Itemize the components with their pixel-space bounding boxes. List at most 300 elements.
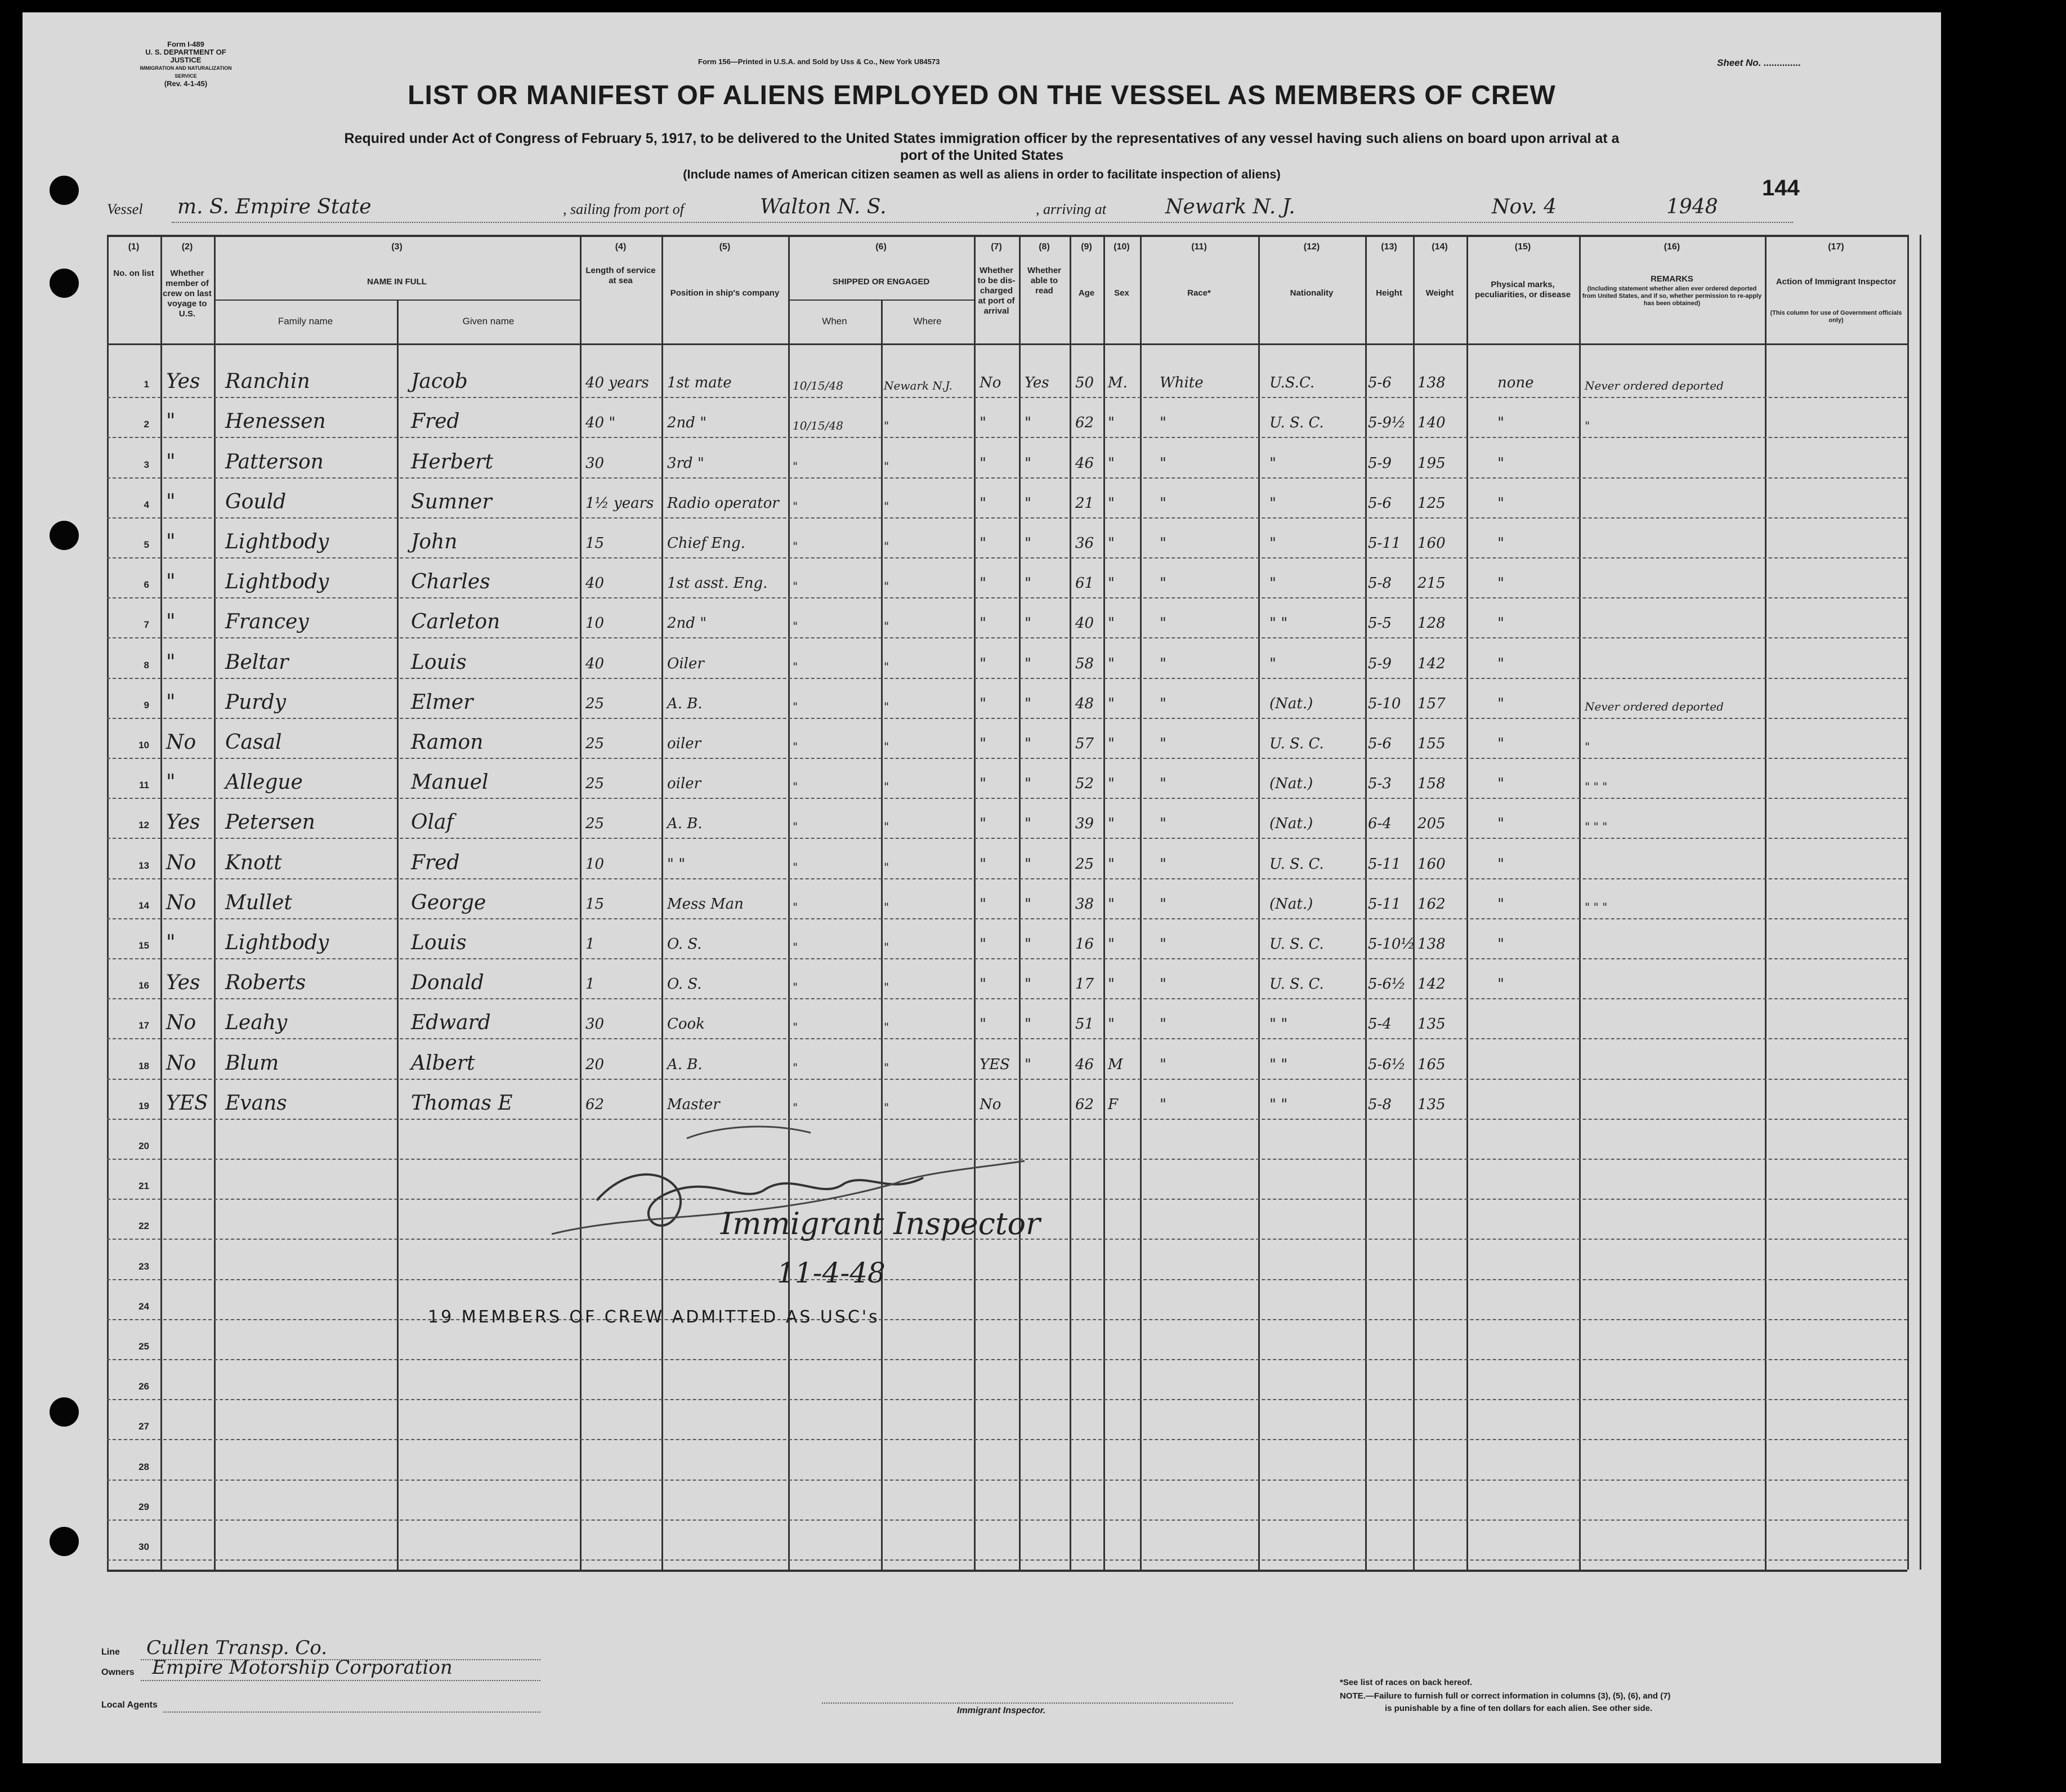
column-header: Nationality	[1290, 288, 1334, 298]
cell-disch: "	[980, 615, 986, 632]
cell-where: "	[884, 780, 889, 794]
cell-position: oiler	[667, 775, 701, 793]
row-rule	[107, 1439, 1907, 1440]
row-rule	[107, 1038, 1907, 1039]
cell-sex: "	[1108, 535, 1115, 552]
cell-nat: "	[1269, 655, 1276, 672]
row-number: 20	[138, 1141, 149, 1151]
subheader-given: Given name	[462, 316, 515, 327]
cell-prev: No	[166, 731, 196, 754]
column-header: Action of Immigrant Inspector	[1776, 277, 1897, 287]
cell-sex: "	[1108, 895, 1115, 913]
cell-position: Radio operator	[667, 494, 779, 512]
row-rule	[107, 718, 1907, 719]
column-divider	[1920, 235, 1921, 1570]
cell-service: 20	[585, 1056, 605, 1073]
cell-disch: "	[980, 1016, 986, 1033]
cell-position: O. S.	[667, 936, 702, 953]
cell-position: Chief Eng.	[667, 535, 745, 552]
cell-service: 40 years	[585, 374, 649, 392]
cell-where: "	[884, 980, 889, 994]
cell-service: 25	[585, 735, 605, 752]
cell-nat: " "	[1269, 1096, 1288, 1113]
cell-weight: 142	[1417, 976, 1446, 993]
cell-race: "	[1160, 815, 1166, 833]
cell-marks: "	[1497, 815, 1504, 833]
row-number: 13	[138, 860, 149, 871]
cell-height: 5-5	[1368, 615, 1392, 632]
cell-age: 17	[1075, 976, 1094, 993]
cell-read: "	[1025, 1016, 1031, 1033]
column-header: NAME IN FULL	[367, 277, 427, 287]
column-number: (1)	[128, 242, 140, 252]
cell-position: " "	[667, 855, 686, 873]
cell-height: 5-9	[1368, 655, 1392, 672]
cell-height: 5-6	[1368, 494, 1392, 512]
column-number: (10)	[1114, 242, 1130, 252]
row-rule	[107, 477, 1907, 479]
cell-race: "	[1160, 575, 1166, 592]
row-rule	[107, 597, 1907, 598]
row-number: 4	[144, 499, 149, 510]
cell-race: "	[1160, 735, 1166, 752]
cell-nat: U. S. C.	[1269, 936, 1324, 953]
cell-when: "	[793, 1020, 798, 1034]
cell-when: "	[793, 940, 798, 954]
sheet-number-label: Sheet No. ..............	[1717, 57, 1801, 68]
cell-sex: M.	[1108, 374, 1128, 392]
cell-marks: "	[1497, 775, 1504, 793]
cell-age: 52	[1075, 775, 1094, 793]
cell-disch: "	[980, 494, 986, 512]
cell-prev: "	[166, 610, 176, 634]
cell-prev: "	[166, 931, 176, 954]
column-header: SHIPPED OR ENGAGED	[832, 277, 930, 287]
row-number: 28	[138, 1461, 149, 1472]
cell-when: 10/15/48	[793, 379, 843, 393]
cell-position: 1st mate	[667, 374, 732, 392]
signature-date: 11-4-48	[777, 1257, 886, 1289]
cell-when: "	[793, 860, 798, 874]
cell-where: "	[884, 419, 889, 433]
row-number: 9	[144, 699, 149, 710]
cell-nat: U. S. C.	[1269, 735, 1324, 752]
cell-age: 46	[1075, 454, 1094, 472]
column-number: (17)	[1828, 242, 1844, 252]
cell-weight: 140	[1417, 414, 1446, 432]
cell-sex: "	[1108, 775, 1115, 793]
cell-service: 40 "	[585, 414, 616, 432]
cell-service: 1½ years	[585, 494, 654, 512]
cell-where: "	[884, 699, 889, 713]
cell-age: 36	[1075, 535, 1094, 552]
cell-height: 5-10	[1368, 695, 1401, 712]
page-title: LIST OR MANIFEST OF ALIENS EMPLOYED ON THE VESSEL AS MEMBERS OF CREW	[408, 81, 1556, 110]
cell-marks: "	[1497, 855, 1504, 873]
cell-position: 1st asst. Eng.	[667, 575, 768, 592]
cell-service: 40	[585, 655, 605, 672]
cell-family: Gould	[225, 490, 287, 513]
row-number: 30	[138, 1541, 149, 1552]
inspector-label: Immigrant Inspector.	[957, 1706, 1046, 1715]
cell-service: 10	[585, 855, 605, 873]
column-header: Age	[1078, 288, 1095, 298]
cell-prev: "	[166, 450, 176, 473]
cell-disch: "	[980, 695, 986, 712]
inspector-rule	[822, 1702, 1233, 1704]
cell-sex: "	[1108, 735, 1115, 752]
cell-given: Ramon	[411, 731, 484, 754]
cell-age: 57	[1075, 735, 1094, 752]
cell-marks: "	[1497, 655, 1504, 672]
column-header: Whether to be dis-charged at port of arrival	[977, 266, 1016, 316]
column-divider	[214, 235, 216, 1570]
cell-where: "	[884, 459, 889, 473]
row-rule	[107, 1480, 1907, 1481]
cell-service: 25	[585, 815, 605, 833]
cell-sex: M	[1108, 1056, 1123, 1073]
row-rule	[107, 758, 1907, 759]
column-number: (2)	[181, 242, 193, 252]
cell-sex: "	[1108, 855, 1115, 873]
cell-position: 2nd "	[667, 615, 707, 632]
table-bottom-border	[107, 1570, 1907, 1572]
column-header: Whether able to read	[1027, 266, 1061, 296]
column-divider	[661, 235, 663, 1570]
cell-age: 39	[1075, 815, 1094, 833]
vessel-name: m. S. Empire State	[177, 195, 372, 218]
printer-line: Form 156—Printed in U.S.A. and Sold by Uss & Co., New York U84573	[698, 57, 940, 66]
cell-nat: "	[1269, 494, 1276, 512]
cell-weight: 160	[1417, 535, 1446, 552]
cell-where: "	[884, 1060, 889, 1074]
cell-prev: No	[166, 1011, 196, 1035]
shipped-subheader-rule	[788, 300, 974, 301]
row-rule	[107, 637, 1907, 638]
cell-prev: "	[166, 690, 176, 714]
cell-when: "	[793, 980, 798, 994]
fine-note-2: is punishable by a fine of ten dollars for each alien. See other side.	[1385, 1704, 1653, 1713]
cell-weight: 162	[1417, 895, 1446, 913]
subheader-when: When	[822, 316, 847, 327]
cell-age: 16	[1075, 936, 1094, 953]
cell-race: "	[1160, 775, 1166, 793]
cell-when: 10/15/48	[793, 419, 843, 433]
column-header: Length of service at sea	[585, 266, 656, 285]
cell-when: "	[793, 820, 798, 834]
row-number: 21	[138, 1181, 149, 1192]
cell-given: Louis	[411, 931, 467, 954]
cell-height: 5-4	[1368, 1016, 1392, 1033]
cell-age: 40	[1075, 615, 1094, 632]
subtitle-3: (Include names of American citizen seamen as well as aliens in order to facilitate inspection of aliens)	[683, 167, 1281, 181]
cell-given: Olaf	[411, 811, 454, 834]
cell-where: "	[884, 740, 889, 753]
column-divider	[1140, 235, 1142, 1570]
cell-age: 62	[1075, 414, 1094, 432]
arrival-year: 1948	[1666, 195, 1718, 218]
cell-prev: No	[166, 851, 196, 874]
cell-race: White	[1160, 374, 1204, 392]
cell-marks: "	[1497, 454, 1504, 472]
cell-prev: "	[166, 771, 176, 794]
column-number: (12)	[1303, 242, 1320, 252]
cell-where: "	[884, 860, 889, 874]
row-number: 11	[139, 780, 149, 791]
column-header: Whether member of crew on last voyage to U.S.	[163, 269, 212, 319]
cell-nat: "	[1269, 575, 1276, 592]
cell-disch: "	[980, 815, 986, 833]
row-rule	[107, 1559, 1907, 1561]
cell-when: "	[793, 579, 798, 593]
row-number: 25	[138, 1341, 149, 1352]
cell-disch: No	[980, 374, 1001, 392]
cell-age: 25	[1075, 855, 1094, 873]
cell-sex: "	[1108, 815, 1115, 833]
cell-service: 15	[585, 535, 605, 552]
cell-sex: F	[1108, 1096, 1119, 1113]
row-number: 17	[138, 1020, 149, 1031]
column-divider	[107, 235, 109, 1570]
cell-weight: 205	[1417, 815, 1446, 833]
cell-nat: U.S.C.	[1269, 374, 1315, 392]
column-divider	[1070, 235, 1071, 1570]
column-header: Physical marks, peculiarities, or disease	[1474, 280, 1571, 300]
cell-read: "	[1025, 1056, 1031, 1073]
cell-nat: (Nat.)	[1269, 895, 1313, 913]
cell-nat: (Nat.)	[1269, 815, 1313, 833]
row-number: 12	[138, 820, 149, 831]
subtitle-2: port of the United States	[900, 148, 1064, 163]
row-number: 22	[138, 1221, 149, 1232]
cell-nat: "	[1269, 535, 1276, 552]
cell-family: Mullet	[225, 891, 292, 914]
column-divider	[974, 235, 976, 1570]
column-number: (8)	[1039, 242, 1050, 252]
cell-race: "	[1160, 414, 1166, 432]
cell-read: "	[1025, 494, 1031, 512]
cell-read: "	[1025, 936, 1031, 953]
cell-given: Carleton	[411, 610, 500, 634]
cell-given: Fred	[411, 851, 460, 874]
cell-where: "	[884, 539, 889, 553]
cell-read: "	[1025, 695, 1031, 712]
cell-disch: "	[980, 655, 986, 672]
cell-race: "	[1160, 1056, 1166, 1073]
cell-given: Thomas E	[411, 1091, 513, 1115]
column-divider	[1019, 235, 1021, 1570]
cell-read: "	[1025, 615, 1031, 632]
cell-given: Charles	[411, 570, 490, 594]
cell-nat: " "	[1269, 615, 1288, 632]
name-subheader-rule	[214, 300, 580, 301]
cell-read: "	[1025, 855, 1031, 873]
cell-race: "	[1160, 1016, 1166, 1033]
cell-height: 5-6½	[1368, 1056, 1406, 1073]
cell-read: "	[1025, 575, 1031, 592]
cell-where: "	[884, 619, 889, 633]
cell-height: 5-11	[1368, 535, 1401, 552]
table-top-border	[107, 235, 1907, 237]
cell-family: Roberts	[225, 971, 306, 995]
revision: (Rev. 4-1-45)	[164, 79, 208, 88]
cell-marks: "	[1497, 735, 1504, 752]
cell-race: "	[1160, 535, 1166, 552]
cell-marks: "	[1497, 695, 1504, 712]
action-note: (This column for use of Government officials only)	[1770, 310, 1902, 324]
header-bottom-border	[107, 343, 1907, 345]
cell-given: Fred	[411, 410, 460, 434]
row-number: 24	[138, 1301, 149, 1312]
cell-race: "	[1160, 695, 1166, 712]
cell-where: "	[884, 579, 889, 593]
remarks-note: (Including statement whether alien ever ordered deported from United States, and if so, whether permission to re-apply has been obtained)	[1582, 285, 1762, 307]
cell-marks: "	[1497, 535, 1504, 552]
cell-family: Beltar	[225, 650, 289, 674]
cell-family: Lightbody	[225, 931, 329, 954]
row-number: 14	[138, 900, 149, 911]
cell-service: 40	[585, 575, 605, 592]
row-number: 29	[138, 1501, 149, 1512]
row-number: 10	[138, 740, 149, 750]
cell-prev: Yes	[166, 811, 200, 834]
row-number: 26	[138, 1381, 149, 1392]
cell-marks: none	[1497, 374, 1534, 392]
cell-read: "	[1025, 895, 1031, 913]
cell-age: 58	[1075, 655, 1094, 672]
cell-nat: "	[1269, 454, 1276, 472]
cell-service: 30	[585, 1016, 605, 1033]
service: IMMIGRATION AND NATURALIZATION SERVICE	[140, 65, 232, 79]
row-number: 15	[138, 940, 149, 951]
row-rule	[107, 878, 1907, 879]
column-header: No. on list	[113, 269, 154, 278]
column-number: (13)	[1381, 242, 1397, 252]
cell-when: "	[793, 780, 798, 794]
cell-nat: U. S. C.	[1269, 976, 1324, 993]
cell-age: 51	[1075, 1016, 1094, 1033]
cell-age: 50	[1075, 374, 1094, 392]
cell-when: "	[793, 900, 798, 914]
subtitle-1: Required under Act of Congress of February 5, 1917, to be delivered to the United States immigration officer by the representatives of any vessel having such aliens on board upon arrival at a	[344, 131, 1620, 146]
cell-marks: "	[1497, 976, 1504, 993]
cell-weight: 195	[1417, 454, 1446, 472]
cell-prev: "	[166, 530, 176, 553]
column-header: Sex	[1114, 288, 1129, 298]
cell-service: 15	[585, 895, 605, 913]
cell-family: Henessen	[225, 410, 326, 434]
cell-race: "	[1160, 895, 1166, 913]
cell-nat: U. S. C.	[1269, 855, 1324, 873]
column-number: (7)	[991, 242, 1002, 252]
cell-age: 21	[1075, 494, 1094, 512]
row-rule	[107, 998, 1907, 999]
column-divider	[580, 235, 582, 1570]
cell-position: A. B.	[667, 815, 703, 833]
cell-height: 5-10½	[1368, 936, 1415, 953]
row-number: 1	[144, 379, 149, 390]
column-divider	[1413, 235, 1415, 1570]
cell-age: 62	[1075, 1096, 1094, 1113]
cell-age: 48	[1075, 695, 1094, 712]
sailing-label: , sailing from port of	[563, 201, 685, 217]
column-divider	[1907, 235, 1909, 1570]
cell-sex: "	[1108, 695, 1115, 712]
cell-family: Casal	[225, 731, 282, 754]
cell-service: 62	[585, 1096, 605, 1113]
cell-nat: U. S. C.	[1269, 414, 1324, 432]
row-number: 8	[144, 659, 149, 671]
cell-weight: 138	[1417, 936, 1446, 953]
cell-disch: "	[980, 775, 986, 793]
manifest-sheet	[23, 12, 1941, 1763]
cell-position: A. B.	[667, 695, 703, 712]
cell-service: 1	[585, 936, 595, 953]
column-divider	[1365, 235, 1367, 1570]
cell-race: "	[1160, 494, 1166, 512]
cell-where: "	[884, 1100, 889, 1114]
cell-read: "	[1025, 414, 1031, 432]
cell-sex: "	[1108, 936, 1115, 953]
subheader-family: Family name	[278, 316, 333, 327]
cell-position: O. S.	[667, 976, 702, 993]
cell-given: Sumner	[411, 490, 492, 513]
cell-weight: 158	[1417, 775, 1446, 793]
column-divider	[160, 235, 162, 1570]
cell-disch: "	[980, 454, 986, 472]
column-header: Position in ship's company	[670, 288, 780, 298]
cell-position: 2nd "	[667, 414, 707, 432]
cell-height: 5-8	[1368, 1096, 1392, 1113]
cell-age: 61	[1075, 575, 1094, 592]
cell-service: 25	[585, 775, 605, 793]
cell-sex: "	[1108, 454, 1115, 472]
cell-when: "	[793, 499, 798, 513]
cell-marks: "	[1497, 895, 1504, 913]
cell-disch: "	[980, 414, 986, 432]
cell-marks: "	[1497, 615, 1504, 632]
cell-age: 46	[1075, 1056, 1094, 1073]
cell-read: "	[1025, 735, 1031, 752]
cell-height: 6-4	[1368, 815, 1392, 833]
cell-read: "	[1025, 775, 1031, 793]
cell-position: oiler	[667, 735, 701, 752]
cell-remarks: "	[1585, 740, 1590, 753]
arrival-port: Newark N. J.	[1165, 195, 1295, 218]
row-number: 6	[144, 579, 149, 591]
cell-sex: "	[1108, 655, 1115, 672]
cell-family: Purdy	[225, 690, 286, 714]
cell-sex: "	[1108, 575, 1115, 592]
form-number: Form I-489	[167, 40, 204, 48]
row-number: 2	[144, 419, 149, 430]
sheet-label: Sheet No.	[1717, 57, 1761, 68]
cell-family: Allegue	[225, 771, 303, 794]
cell-prev: Yes	[166, 971, 200, 995]
cell-when: "	[793, 1100, 798, 1114]
cell-where: Newark N.J.	[884, 379, 952, 393]
cell-family: Leahy	[225, 1011, 288, 1035]
cell-read: "	[1025, 454, 1031, 472]
cell-given: Herbert	[411, 450, 493, 473]
cell-race: "	[1160, 976, 1166, 993]
cell-nat: (Nat.)	[1269, 775, 1313, 793]
column-number: (3)	[391, 242, 403, 252]
row-rule	[107, 798, 1907, 799]
cell-given: Manuel	[411, 771, 489, 794]
column-divider	[1579, 235, 1581, 1570]
cell-family: Petersen	[225, 811, 315, 834]
